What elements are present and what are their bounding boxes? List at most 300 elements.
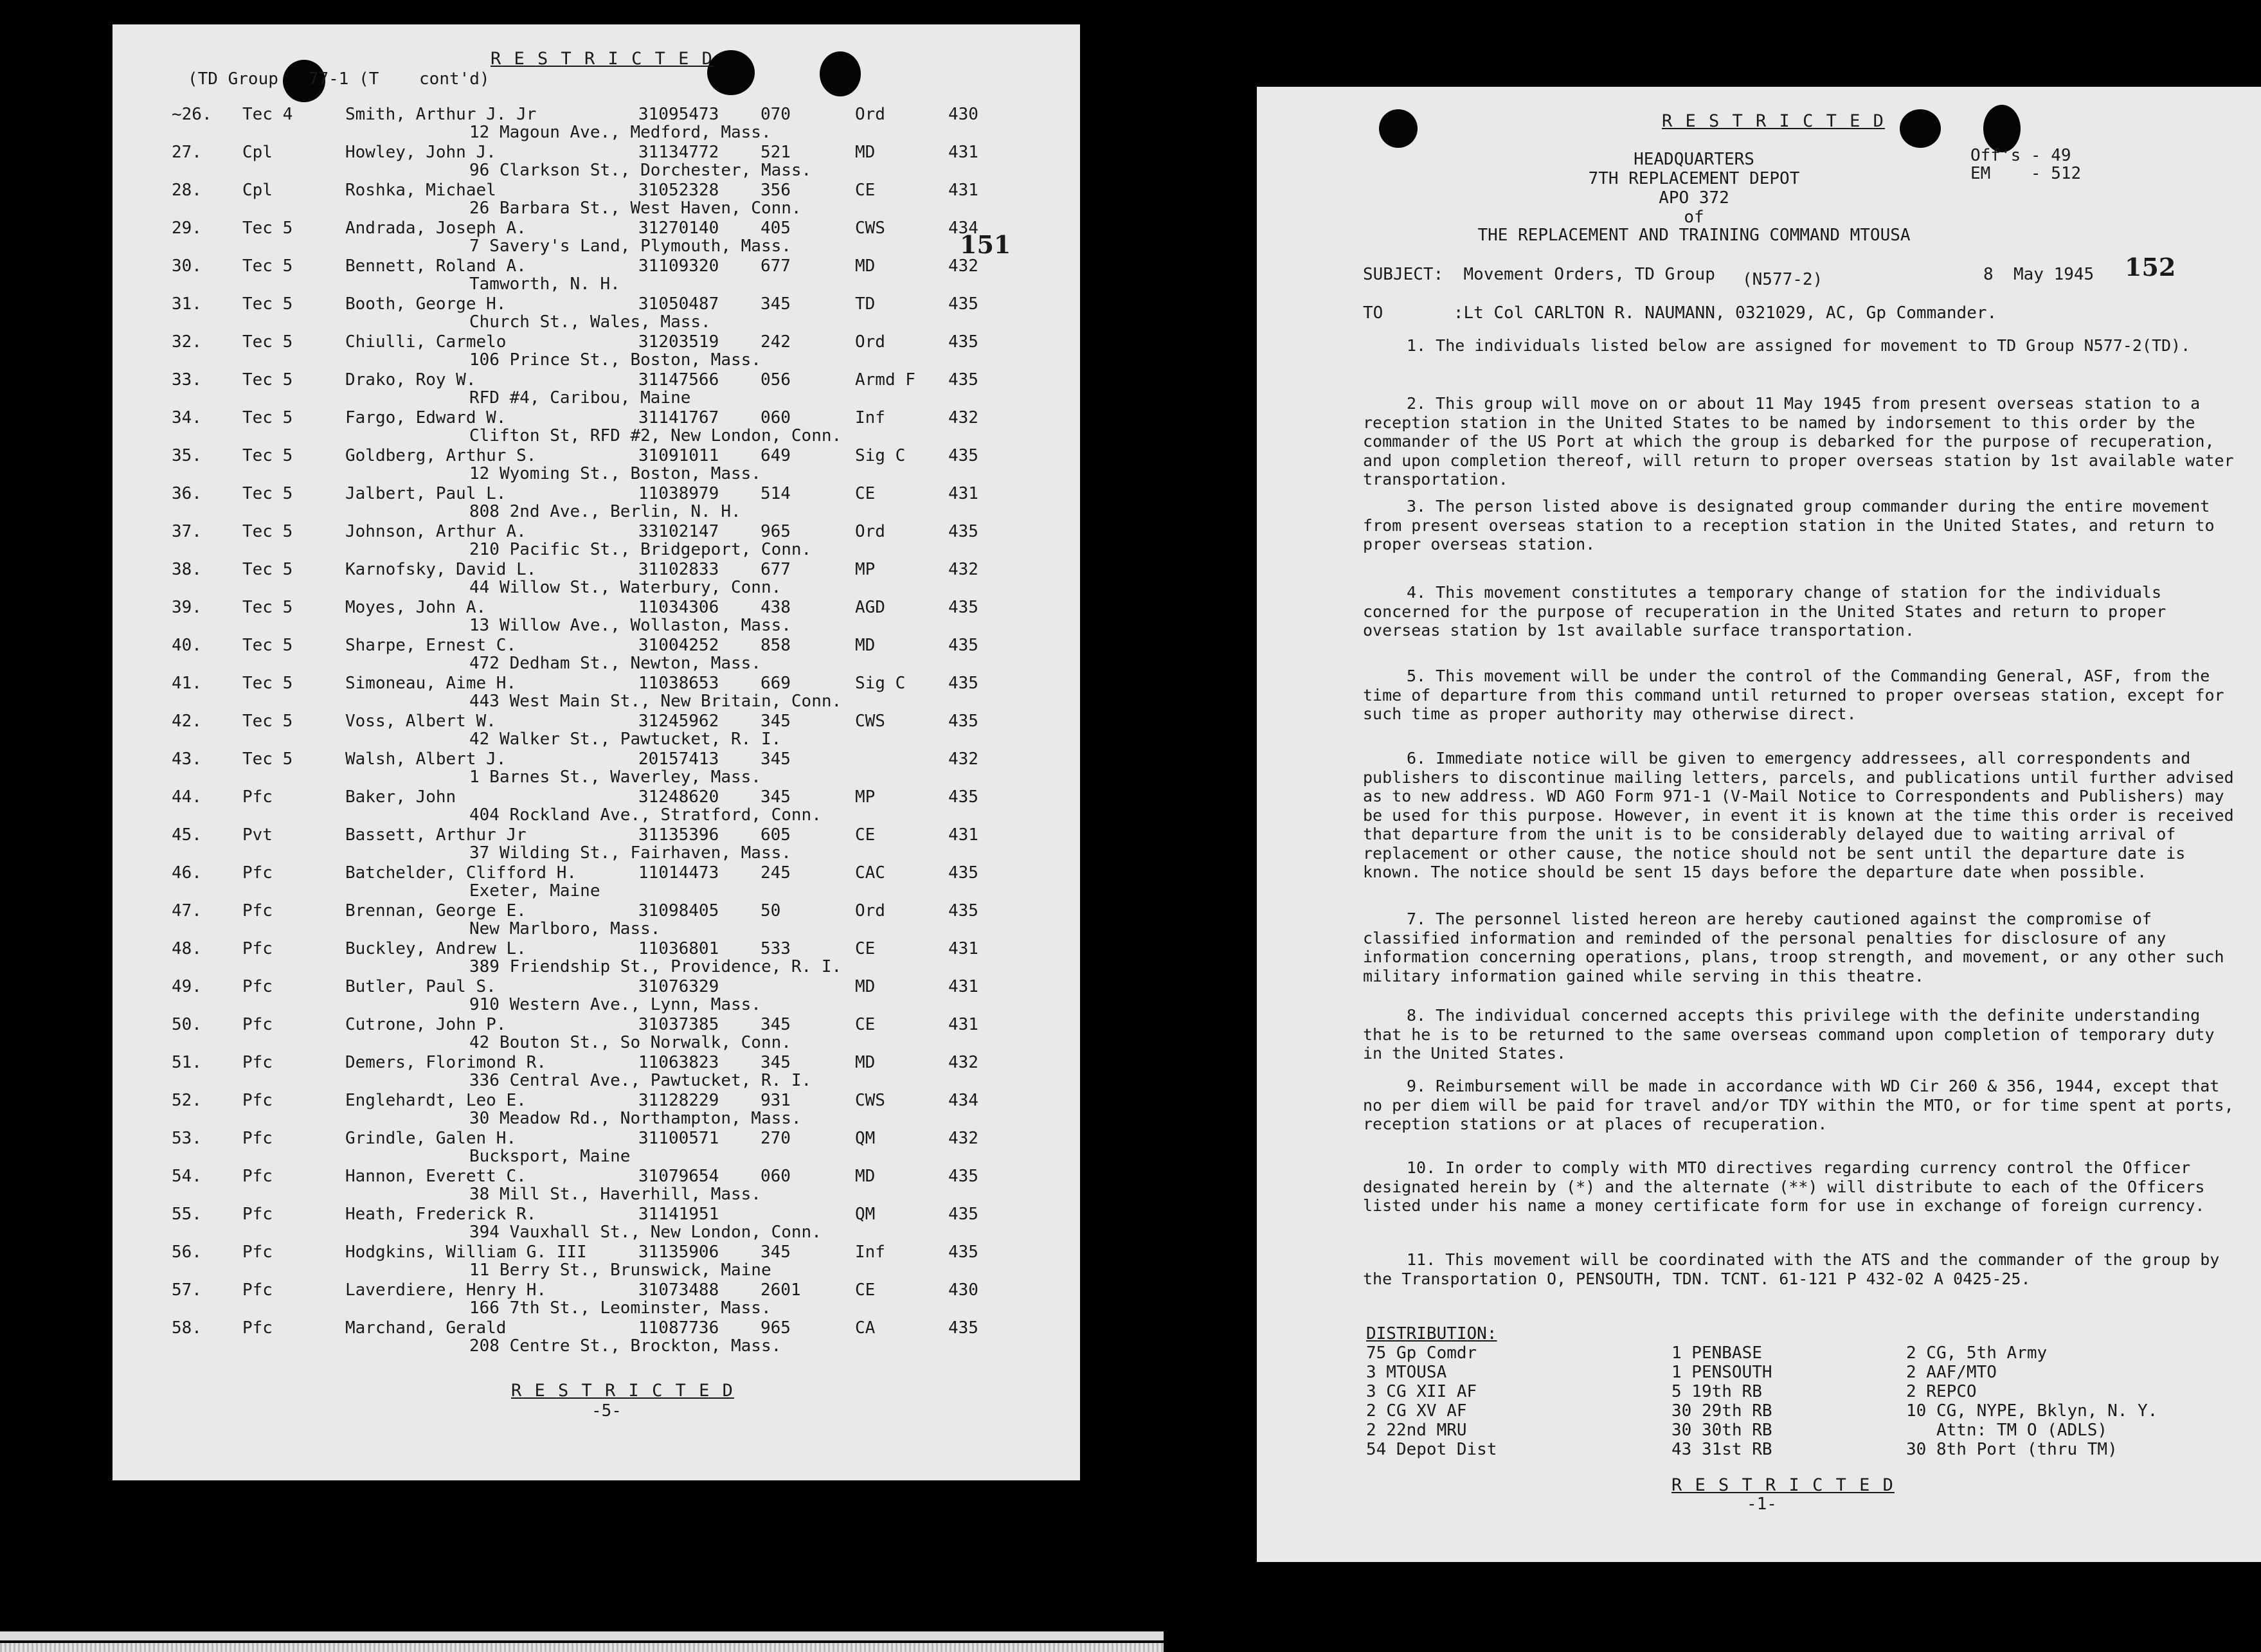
row-number: 41.: [172, 674, 202, 693]
serial-number: 31135396: [638, 825, 719, 845]
soldier-address: 37 Wilding St., Fairhaven, Mass.: [469, 843, 791, 863]
soldier-address: Tamworth, N. H.: [469, 274, 620, 294]
paragraph-text: 5. This movement will be under the control of the Commanding General, ASF, from the time of departure from this command until returned to proper overseas station, except for such time as proper authority may otherwise direct.: [1363, 667, 2224, 723]
branch: CA: [855, 1318, 876, 1338]
soldier-name: Buckley, Andrew L.: [345, 939, 527, 958]
code: 431: [948, 977, 978, 996]
serial-number: 31245962: [638, 712, 719, 731]
serial-number: 11034306: [638, 598, 719, 617]
distribution-item: 2 CG, 5th Army: [1906, 1343, 2048, 1363]
distribution-item: 2 22nd MRU: [1366, 1421, 1467, 1440]
order-date: 8 May 1945: [1983, 265, 2094, 284]
row-number: 31.: [172, 294, 202, 314]
branch: CE: [855, 939, 876, 958]
roster-page: [113, 24, 1080, 1480]
paragraph-text: 11. This movement will be coordinated with the ATS and the commander of the group by the Transportation O, PENSOUTH, TDN. TCNT. 61-121 P 432-02 A 0425-25.: [1363, 1250, 2220, 1288]
serial-number: 11036801: [638, 939, 719, 958]
row-number: 33.: [172, 370, 202, 390]
distribution-item: Attn: TM O (ADLS): [1906, 1421, 2108, 1440]
code: 435: [948, 1167, 978, 1186]
soldier-address: 389 Friendship St., Providence, R. I.: [469, 957, 842, 976]
order-paragraph: [1363, 336, 2234, 355]
order-paragraph: [1363, 910, 2234, 985]
mos-code: 858: [761, 636, 791, 655]
soldier-name: Laverdiere, Henry H.: [345, 1280, 547, 1300]
restricted-footer: R E S T R I C T E D: [1671, 1475, 1895, 1495]
soldier-name: Goldberg, Arthur S.: [345, 446, 537, 465]
mos-code: 677: [761, 560, 791, 579]
soldier-name: Baker, John: [345, 787, 456, 807]
serial-number: 31109320: [638, 256, 719, 276]
mos-code: 2601: [761, 1280, 801, 1300]
branch: CE: [855, 1280, 876, 1300]
row-number: 47.: [172, 901, 202, 920]
soldier-address: Exeter, Maine: [469, 881, 600, 901]
org-line: 7TH REPLACEMENT DEPOT: [1588, 169, 1800, 188]
order-paragraph: [1363, 667, 2234, 724]
roster-header-label: (TD Group 77-1 (T cont'd): [188, 69, 490, 89]
soldier-address: 30 Meadow Rd., Northampton, Mass.: [469, 1109, 802, 1128]
grade: Tec 5: [242, 750, 293, 769]
soldier-name: Moyes, John A.: [345, 598, 487, 617]
mos-code: 345: [761, 294, 791, 314]
grade: Pfc: [242, 939, 273, 958]
row-number: 38.: [172, 560, 202, 579]
soldier-address: 38 Mill St., Haverhill, Mass.: [469, 1185, 761, 1204]
branch: Ord: [855, 522, 885, 541]
grade: Pfc: [242, 1053, 273, 1072]
order-paragraph: [1363, 497, 2234, 554]
row-number: 30.: [172, 256, 202, 276]
row-number: 32.: [172, 332, 202, 352]
grade: Tec 5: [242, 674, 293, 693]
branch: QM: [855, 1205, 876, 1224]
distribution-item: 30 30th RB: [1671, 1421, 1772, 1440]
paragraph-text: 6. Immediate notice will be given to emergency addressees, all correspondents and publishers to discontinue mailing letters, parcels, and publications until further advised as to new address. WD AGO Form 971-1 (V-Mail Notice to Correspondents and Publishers) may be used for this purpose. However, in event it is known at the time this order is received that departure from the unit is to be considerably delayed due to waiting arrival of replacement or other cause, the notice should not be sent until the departure date is known. The notice should be sent 15 days before the departure date when possible.: [1363, 749, 2234, 881]
order-paragraph: [1363, 583, 2234, 640]
soldier-address: 336 Central Ave., Pawtucket, R. I.: [469, 1071, 812, 1090]
soldier-name: Heath, Frederick R.: [345, 1205, 537, 1224]
row-number: 49.: [172, 977, 202, 996]
paragraph-text: 3. The person listed above is designated group commander during the entire movement from present overseas station to a reception station in the United States, and return to proper overseas station.: [1363, 497, 2215, 553]
grade: Cpl: [242, 143, 273, 162]
grade: Tec 5: [242, 332, 293, 352]
distribution-item: 1 PENBASE: [1671, 1343, 1762, 1363]
soldier-address: 11 Berry St., Brunswick, Maine: [469, 1261, 771, 1280]
grade: Pfc: [242, 1091, 273, 1110]
punch-hole: [707, 50, 755, 95]
grade: Tec 5: [242, 484, 293, 503]
restricted-header: R E S T R I C T E D: [1662, 111, 1885, 131]
soldier-address: 166 7th St., Leominster, Mass.: [469, 1298, 771, 1318]
mos-code: 405: [761, 219, 791, 238]
mos-code: 50: [761, 901, 781, 920]
branch: MP: [855, 787, 876, 807]
grade: Pfc: [242, 787, 273, 807]
branch: CE: [855, 825, 876, 845]
serial-number: 20157413: [638, 750, 719, 769]
soldier-address: 808 2nd Ave., Berlin, N. H.: [469, 502, 741, 521]
branch: Ord: [855, 901, 885, 920]
soldier-name: Smith, Arthur J. Jr: [345, 105, 537, 124]
distribution-item: 54 Depot Dist: [1366, 1440, 1497, 1459]
punch-hole: [1900, 109, 1941, 148]
grade: Tec 5: [242, 219, 293, 238]
code: 435: [948, 712, 978, 731]
mos-code: 356: [761, 181, 791, 200]
serial-number: 31091011: [638, 446, 719, 465]
serial-number: 31102833: [638, 560, 719, 579]
code: 431: [948, 939, 978, 958]
soldier-name: Jalbert, Paul L.: [345, 484, 507, 503]
serial-number: 31135906: [638, 1243, 719, 1262]
mos-code: 270: [761, 1129, 791, 1148]
soldier-address: 96 Clarkson St., Dorchester, Mass.: [469, 161, 812, 180]
soldier-name: Bassett, Arthur Jr: [345, 825, 527, 845]
serial-number: 11063823: [638, 1053, 719, 1072]
serial-number: 31134772: [638, 143, 719, 162]
grade: Pvt: [242, 825, 273, 845]
serial-number: 31203519: [638, 332, 719, 352]
grade: Pfc: [242, 977, 273, 996]
to-line: TO :Lt Col CARLTON R. NAUMANN, 0321029, AC, Gp Commander.: [1363, 303, 1997, 323]
paragraph-text: 9. Reimbursement will be made in accordance with WD Cir 260 & 356, 1944, except that no per diem will be paid for travel and/or TDY within the MTO, or for time spent at ports, reception stations or at places of recuperation.: [1363, 1077, 2234, 1133]
code: 430: [948, 105, 978, 124]
serial-number: 11014473: [638, 863, 719, 883]
mos-code: 070: [761, 105, 791, 124]
org-line: of: [1684, 208, 1704, 227]
serial-number: 31050487: [638, 294, 719, 314]
code: 435: [948, 370, 978, 390]
row-number: 54.: [172, 1167, 202, 1186]
code: 432: [948, 1129, 978, 1148]
branch: CWS: [855, 219, 885, 238]
soldier-address: 13 Willow Ave., Wollaston, Mass.: [469, 616, 791, 635]
serial-number: 31147566: [638, 370, 719, 390]
soldier-address: 106 Prince St., Boston, Mass.: [469, 350, 761, 370]
row-number: 40.: [172, 636, 202, 655]
soldier-address: 394 Vauxhall St., New London, Conn.: [469, 1223, 822, 1242]
grade: Pfc: [242, 1243, 273, 1262]
soldier-name: Walsh, Albert J.: [345, 750, 507, 769]
soldier-name: Cutrone, John P.: [345, 1015, 507, 1034]
code: 435: [948, 1205, 978, 1224]
order-paragraph: [1363, 1158, 2234, 1216]
soldier-address: 42 Walker St., Pawtucket, R. I.: [469, 730, 782, 749]
soldier-name: Fargo, Edward W.: [345, 408, 507, 427]
distribution-item: 30 29th RB: [1671, 1401, 1772, 1421]
soldier-name: Batchelder, Clifford H.: [345, 863, 577, 883]
grade: Tec 5: [242, 560, 293, 579]
punch-hole: [1379, 109, 1418, 148]
branch: MD: [855, 1053, 876, 1072]
soldier-name: Andrada, Joseph A.: [345, 219, 527, 238]
soldier-name: Chiulli, Carmelo: [345, 332, 507, 352]
mos-code: 605: [761, 825, 791, 845]
soldier-address: 210 Pacific St., Bridgeport, Conn.: [469, 540, 812, 559]
row-number: 29.: [172, 219, 202, 238]
mos-code: 521: [761, 143, 791, 162]
soldier-address: RFD #4, Caribou, Maine: [469, 388, 691, 408]
distribution-item: 5 19th RB: [1671, 1382, 1762, 1401]
row-number: 37.: [172, 522, 202, 541]
code: 432: [948, 408, 978, 427]
code: 435: [948, 598, 978, 617]
code: 432: [948, 1053, 978, 1072]
serial-number: 31098405: [638, 901, 719, 920]
row-number: 43.: [172, 750, 202, 769]
branch: Inf: [855, 408, 885, 427]
soldier-address: 443 West Main St., New Britain, Conn.: [469, 692, 842, 711]
enlisted-count: EM - 512: [1970, 164, 2082, 183]
mos-code: 345: [761, 712, 791, 731]
row-number: ~26.: [172, 105, 212, 124]
row-number: 44.: [172, 787, 202, 807]
org-line: HEADQUARTERS: [1634, 150, 1754, 169]
soldier-address: 12 Wyoming St., Boston, Mass.: [469, 464, 761, 483]
soldier-name: Booth, George H.: [345, 294, 507, 314]
soldier-name: Sharpe, Ernest C.: [345, 636, 517, 655]
soldier-address: Church St., Wales, Mass.: [469, 312, 711, 332]
serial-number: 31004252: [638, 636, 719, 655]
serial-number: 33102147: [638, 522, 719, 541]
row-number: 27.: [172, 143, 202, 162]
page-number: -1-: [1747, 1495, 1777, 1514]
soldier-address: 472 Dedham St., Newton, Mass.: [469, 654, 761, 673]
order-paragraph: [1363, 1077, 2234, 1134]
branch: Sig C: [855, 674, 906, 693]
serial-number: 31076329: [638, 977, 719, 996]
punch-hole: [820, 51, 861, 96]
mos-code: 965: [761, 1318, 791, 1338]
row-number: 51.: [172, 1053, 202, 1072]
distribution-item: 3 MTOUSA: [1366, 1363, 1447, 1382]
soldier-name: Drako, Roy W.: [345, 370, 476, 390]
serial-number: 11087736: [638, 1318, 719, 1338]
branch: QM: [855, 1129, 876, 1148]
row-number: 50.: [172, 1015, 202, 1034]
paragraph-text: 7. The personnel listed hereon are hereby cautioned against the compromise of classified information and reminded of the personal penalties for disclosure of any information concerning operations, plans, troop strength, and movement, or any other such military information gained while serving in this theatre.: [1363, 910, 2224, 985]
officer-count: Off's - 49: [1970, 146, 2071, 165]
mos-code: 931: [761, 1091, 791, 1110]
paragraph-text: 4. This movement constitutes a temporary change of station for the individuals concerned for the purpose of recuperation in the United States and return to proper overseas station by 1st available surface transportation.: [1363, 583, 2166, 640]
page-number: -5-: [591, 1401, 622, 1421]
soldier-name: Simoneau, Aime H.: [345, 674, 517, 693]
film-sprocket-strip: [0, 1643, 1164, 1652]
soldier-address: 910 Western Ave., Lynn, Mass.: [469, 995, 761, 1014]
soldier-address: 7 Savery's Land, Plymouth, Mass.: [469, 237, 791, 256]
grade: Pfc: [242, 863, 273, 883]
branch: MD: [855, 143, 876, 162]
org-line: APO 372: [1659, 188, 1729, 208]
grade: Tec 5: [242, 446, 293, 465]
distribution-title: DISTRIBUTION:: [1366, 1324, 1497, 1343]
row-number: 46.: [172, 863, 202, 883]
mos-code: 242: [761, 332, 791, 352]
distribution-item: 2 AAF/MTO: [1906, 1363, 1997, 1382]
restricted-header: R E S T R I C T E D: [491, 49, 714, 69]
branch: CE: [855, 484, 876, 503]
serial-number: 31128229: [638, 1091, 719, 1110]
branch: Armd F: [855, 370, 915, 390]
grade: Tec 5: [242, 294, 293, 314]
mos-code: 965: [761, 522, 791, 541]
serial-number: 31095473: [638, 105, 719, 124]
soldier-name: Bennett, Roland A.: [345, 256, 527, 276]
page-stamp: 152: [2125, 253, 2176, 282]
code: 434: [948, 1091, 978, 1110]
branch: TD: [855, 294, 876, 314]
branch: CAC: [855, 863, 885, 883]
grade: Pfc: [242, 1205, 273, 1224]
order-paragraph: [1363, 1250, 2234, 1288]
branch: MD: [855, 977, 876, 996]
grade: Pfc: [242, 1280, 273, 1300]
distribution-item: 30 8th Port (thru TM): [1906, 1440, 2118, 1459]
branch: CE: [855, 1015, 876, 1034]
soldier-address: 404 Rockland Ave., Stratford, Conn.: [469, 805, 822, 825]
serial-number: 31100571: [638, 1129, 719, 1148]
code: 432: [948, 560, 978, 579]
soldier-name: Johnson, Arthur A.: [345, 522, 527, 541]
branch: Ord: [855, 332, 885, 352]
branch: CE: [855, 181, 876, 200]
mos-code: 533: [761, 939, 791, 958]
row-number: 52.: [172, 1091, 202, 1110]
org-line: THE REPLACEMENT AND TRAINING COMMAND MTOUSA: [1477, 226, 1911, 245]
grade: Tec 5: [242, 370, 293, 390]
soldier-address: 26 Barbara St., West Haven, Conn.: [469, 199, 802, 218]
grade: Tec 5: [242, 598, 293, 617]
distribution-item: 2 CG XV AF: [1366, 1401, 1467, 1421]
row-number: 39.: [172, 598, 202, 617]
soldier-name: Grindle, Galen H.: [345, 1129, 517, 1148]
grade: Pfc: [242, 901, 273, 920]
branch: MD: [855, 636, 876, 655]
mos-code: 669: [761, 674, 791, 693]
soldier-name: Demers, Florimond R.: [345, 1053, 547, 1072]
soldier-address: Clifton St, RFD #2, New London, Conn.: [469, 426, 842, 445]
grade: Cpl: [242, 181, 273, 200]
branch: Sig C: [855, 446, 906, 465]
order-paragraph: [1363, 749, 2234, 882]
mos-code: 345: [761, 787, 791, 807]
grade: Tec 5: [242, 256, 293, 276]
row-number: 53.: [172, 1129, 202, 1148]
code: 435: [948, 332, 978, 352]
subject-line: SUBJECT: Movement Orders, TD Group: [1363, 265, 1715, 284]
branch: Ord: [855, 105, 885, 124]
mos-code: 056: [761, 370, 791, 390]
soldier-name: Englehardt, Leo E.: [345, 1091, 527, 1110]
code: 432: [948, 750, 978, 769]
branch: Inf: [855, 1243, 885, 1262]
distribution-item: 43 31st RB: [1671, 1440, 1772, 1459]
code: 435: [948, 1318, 978, 1338]
mos-code: 514: [761, 484, 791, 503]
branch: MD: [855, 256, 876, 276]
soldier-name: Brennan, George E.: [345, 901, 527, 920]
distribution-item: 2 REPCO: [1906, 1382, 1977, 1401]
serial-number: 31052328: [638, 181, 719, 200]
grade: Tec 5: [242, 712, 293, 731]
grade: Tec 5: [242, 408, 293, 427]
mos-code: 677: [761, 256, 791, 276]
serial-number: 31141767: [638, 408, 719, 427]
code: 435: [948, 636, 978, 655]
code: 434: [948, 219, 978, 238]
order-paragraph: [1363, 394, 2234, 489]
mos-code: 345: [761, 1015, 791, 1034]
grade: Pfc: [242, 1318, 273, 1338]
row-number: 55.: [172, 1205, 202, 1224]
branch: CWS: [855, 1091, 885, 1110]
grade: Pfc: [242, 1167, 273, 1186]
soldier-name: Butler, Paul S.: [345, 977, 496, 996]
serial-number: 31073488: [638, 1280, 719, 1300]
mos-code: 345: [761, 1243, 791, 1262]
mos-code: 438: [761, 598, 791, 617]
soldier-address: 42 Bouton St., So Norwalk, Conn.: [469, 1033, 791, 1052]
code: 435: [948, 1243, 978, 1262]
distribution-item: 1 PENSOUTH: [1671, 1363, 1772, 1382]
code: 431: [948, 181, 978, 200]
mos-code: 060: [761, 408, 791, 427]
soldier-address: 208 Centre St., Brockton, Mass.: [469, 1336, 782, 1356]
distribution-item: 10 CG, NYPE, Bklyn, N. Y.: [1906, 1401, 2158, 1421]
paragraph-text: 10. In order to comply with MTO directives regarding currency control the Officer designated herein by (*) and the alternate (**) will distribute to each of the Officers listed under his name a money certificate form for use in exchange of foreign currency.: [1363, 1158, 2205, 1215]
soldier-address: 1 Barnes St., Waverley, Mass.: [469, 768, 761, 787]
row-number: 34.: [172, 408, 202, 427]
code: 430: [948, 1280, 978, 1300]
serial-number: 11038979: [638, 484, 719, 503]
mos-code: 345: [761, 750, 791, 769]
code: 431: [948, 143, 978, 162]
paragraph-text: 1. The individuals listed below are assigned for movement to TD Group N577-2(TD).: [1407, 336, 2191, 355]
mos-code: 060: [761, 1167, 791, 1186]
paragraph-text: 8. The individual concerned accepts this privilege with the definite understanding that he is to be returned to the same overseas command upon completion of temporary duty in the United States.: [1363, 1006, 2215, 1063]
serial-number: 31037385: [638, 1015, 719, 1034]
grade: Tec 5: [242, 522, 293, 541]
code: 431: [948, 825, 978, 845]
film-edge-strip: [0, 1631, 1164, 1640]
mos-code: 245: [761, 863, 791, 883]
punch-hole: [1983, 105, 2021, 152]
branch: AGD: [855, 598, 885, 617]
order-paragraph: [1363, 1006, 2234, 1063]
row-number: 42.: [172, 712, 202, 731]
grade: Pfc: [242, 1015, 273, 1034]
subject-group: (N577-2): [1742, 270, 1823, 289]
branch: CWS: [855, 712, 885, 731]
row-number: 56.: [172, 1243, 202, 1262]
serial-number: 31270140: [638, 219, 719, 238]
paragraph-text: 2. This group will move on or about 11 May 1945 from present overseas station to a reception station in the United States to be named by indorsement to this order by the commander of the US Port at which the group is debarked for the purpose of recuperation, and upon completion thereof, will return to proper overseas station by 1st available water transportation.: [1363, 394, 2234, 489]
serial-number: 31079654: [638, 1167, 719, 1186]
serial-number: 11038653: [638, 674, 719, 693]
code: 435: [948, 294, 978, 314]
soldier-name: Hodgkins, William G. III: [345, 1243, 587, 1262]
grade: Tec 5: [242, 636, 293, 655]
soldier-name: Hannon, Everett C.: [345, 1167, 527, 1186]
code: 435: [948, 446, 978, 465]
code: 431: [948, 484, 978, 503]
row-number: 35.: [172, 446, 202, 465]
soldier-name: Roshka, Michael: [345, 181, 496, 200]
code: 435: [948, 674, 978, 693]
code: 435: [948, 787, 978, 807]
row-number: 48.: [172, 939, 202, 958]
